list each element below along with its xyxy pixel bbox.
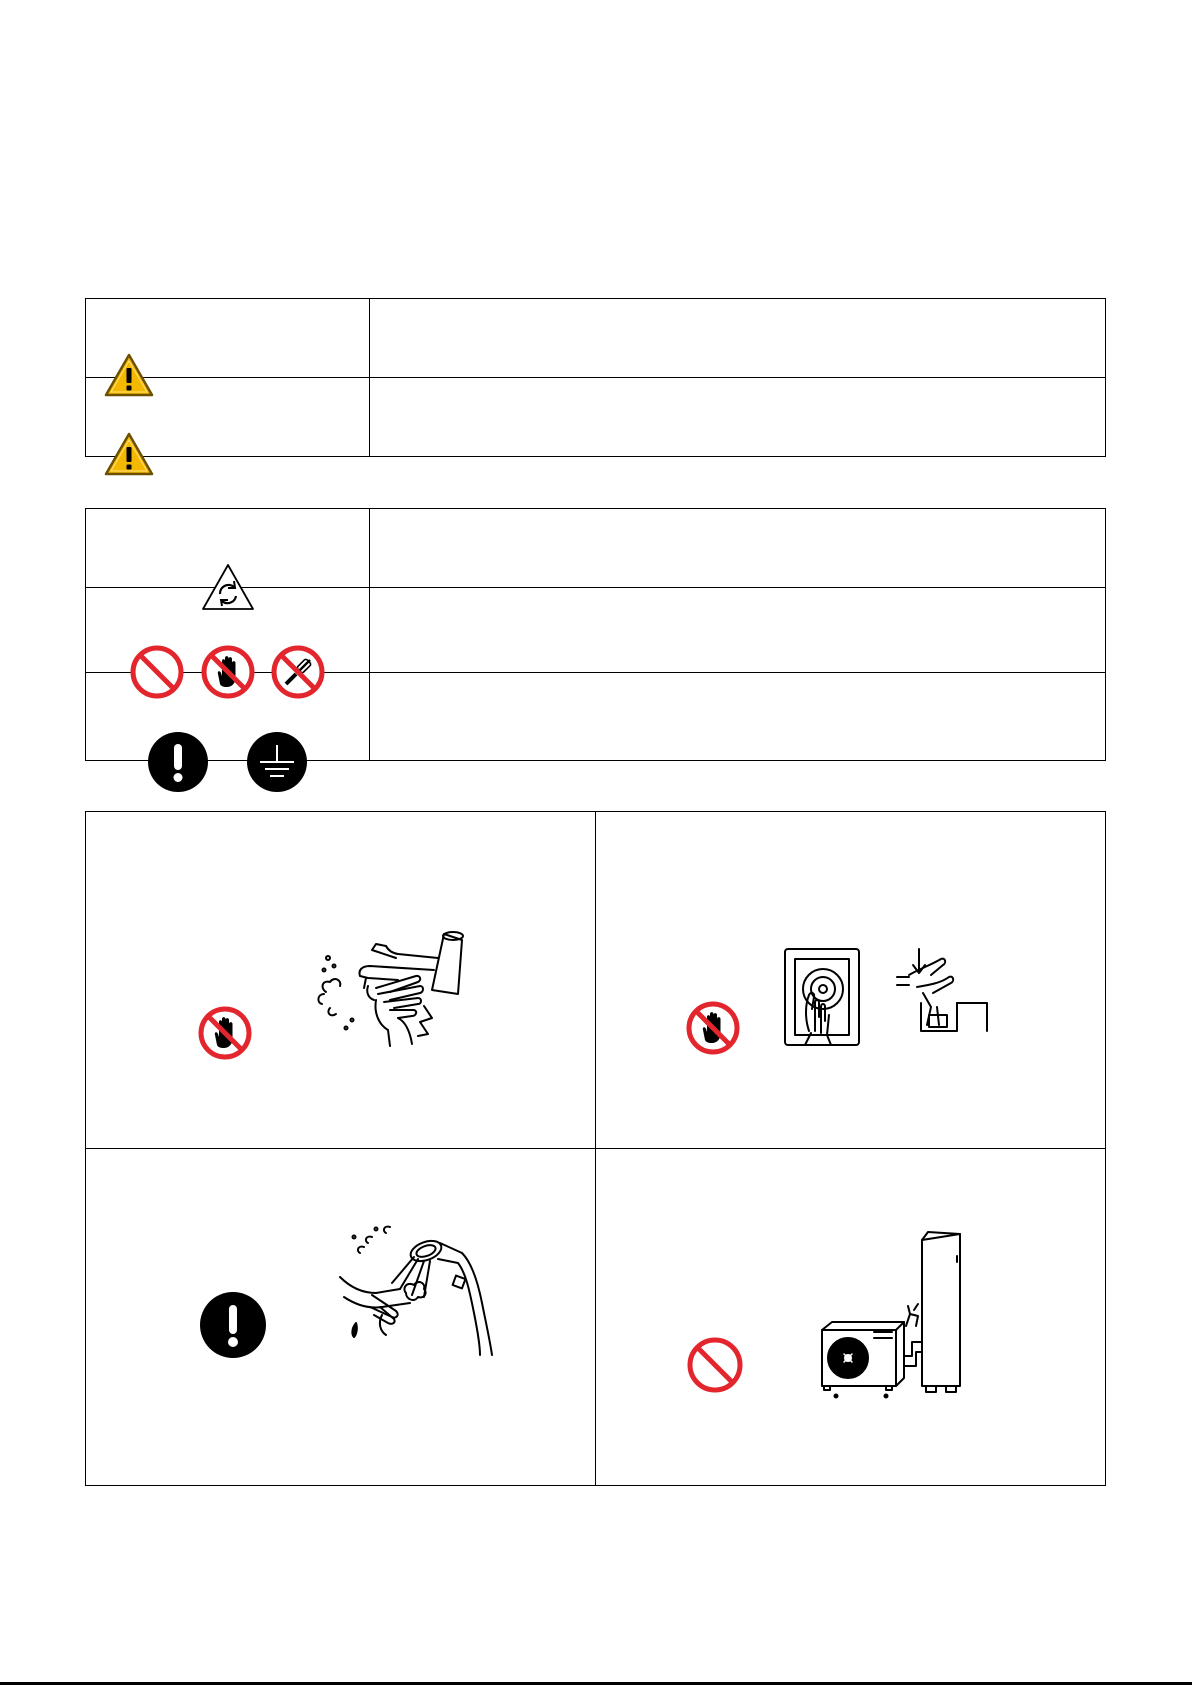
illustration-cell bbox=[86, 812, 596, 1149]
mandatory-action-icon bbox=[199, 1291, 267, 1359]
symbol-row bbox=[86, 509, 1106, 588]
heat-pump-and-tank-illustration bbox=[814, 1226, 1014, 1406]
prohibition-icon bbox=[686, 1336, 744, 1394]
symbol-icon-cell bbox=[86, 509, 370, 588]
prohibition-icon bbox=[129, 644, 185, 700]
illustration-grid bbox=[85, 811, 1106, 1486]
illustration-row bbox=[86, 1149, 1106, 1486]
illustration-row bbox=[86, 812, 1106, 1149]
warning-text-cell bbox=[370, 299, 1106, 378]
warning-table bbox=[85, 298, 1106, 457]
rotating-parts-triangle-icon bbox=[201, 563, 255, 611]
do-not-touch-icon bbox=[197, 1005, 253, 1061]
grounding-icon bbox=[246, 731, 308, 793]
do-not-disassemble-icon bbox=[270, 644, 326, 700]
warning-triangle-icon bbox=[104, 432, 154, 476]
warning-text-cell bbox=[370, 378, 1106, 457]
mandatory-action-icon bbox=[147, 731, 209, 793]
symbol-text-cell bbox=[370, 509, 1106, 588]
warning-row bbox=[86, 378, 1106, 457]
do-not-touch-icon bbox=[685, 1000, 741, 1056]
wet-hands-at-faucet-illustration bbox=[306, 922, 486, 1057]
illustration-cell bbox=[596, 1149, 1106, 1486]
hand-at-fan-and-outlet-illustration bbox=[781, 947, 1001, 1052]
do-not-touch-icon bbox=[200, 644, 256, 700]
illustration-cell bbox=[86, 1149, 596, 1486]
warning-icon-cell bbox=[86, 299, 370, 378]
warning-row bbox=[86, 299, 1106, 378]
warning-triangle-icon bbox=[104, 353, 154, 397]
symbol-table bbox=[85, 508, 1106, 761]
symbol-text-cell bbox=[370, 588, 1106, 673]
symbol-text-cell bbox=[370, 673, 1106, 761]
illustration-cell bbox=[596, 812, 1106, 1149]
hand-under-shower-illustration bbox=[326, 1223, 506, 1358]
